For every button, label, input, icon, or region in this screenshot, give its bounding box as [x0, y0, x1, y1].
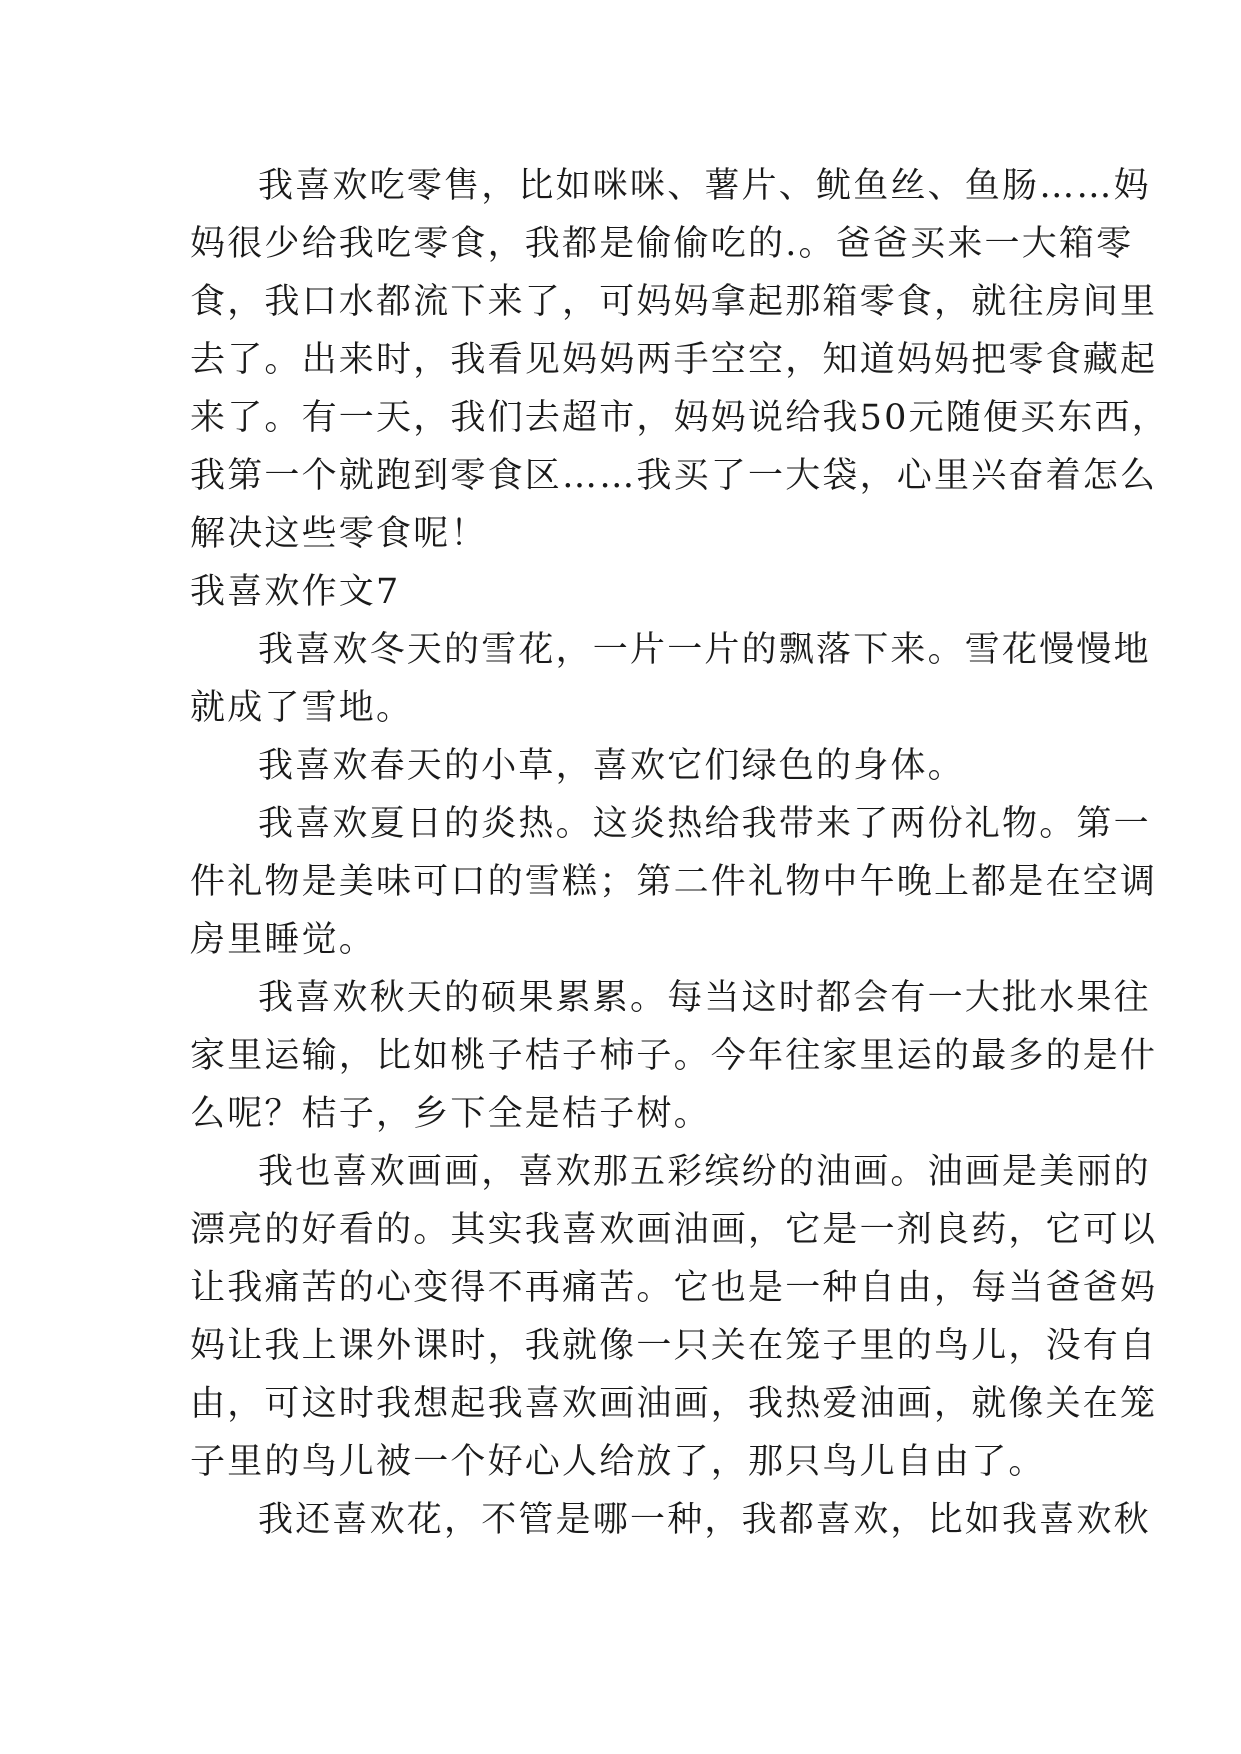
paragraph-line: 来了。有一天，我们去超市，妈妈说给我50元随便买东西， [190, 398, 1169, 438]
paragraph-line: 由，可这时我想起我喜欢画油画，我热爱油画，就像关在笼 [190, 1384, 1158, 1424]
paragraph-line: 我喜欢吃零售，比如咪咪、薯片、鱿鱼丝、鱼肠……妈 [258, 166, 1151, 206]
paragraph-line: 我还喜欢花，不管是哪一种，我都喜欢，比如我喜欢秋 [258, 1500, 1151, 1540]
paragraph-line: 去了。出来时，我看见妈妈两手空空，知道妈妈把零食藏起 [190, 340, 1158, 380]
paragraph-line: 漂亮的好看的。其实我喜欢画油画，它是一剂良药，它可以 [190, 1210, 1158, 1250]
paragraph-line: 房里睡觉。 [190, 920, 377, 960]
paragraph-line: 我喜欢夏日的炎热。这炎热给我带来了两份礼物。第一 [258, 804, 1151, 844]
paragraph-line: 么呢？桔子，乡下全是桔子树。 [190, 1094, 711, 1134]
paragraph-line: 我喜欢冬天的雪花，一片一片的飘落下来。雪花慢慢地 [258, 630, 1151, 670]
paragraph-line: 家里运输，比如桃子桔子柿子。今年往家里运的最多的是什 [190, 1036, 1158, 1076]
paragraph-line: 让我痛苦的心变得不再痛苦。它也是一种自由，每当爸爸妈 [190, 1268, 1158, 1308]
paragraph-line: 解决这些零食呢！ [190, 514, 488, 554]
paragraph-line: 我喜欢春天的小草，喜欢它们绿色的身体。 [258, 746, 965, 786]
paragraph-line: 妈很少给我吃零食，我都是偷偷吃的.。爸爸买来一大箱零 [190, 224, 1134, 264]
paragraph-line: 我第一个就跑到零食区……我买了一大袋，心里兴奋着怎么 [190, 456, 1158, 496]
paragraph-line: 我也喜欢画画，喜欢那五彩缤纷的油画。油画是美丽的 [258, 1152, 1151, 1192]
paragraph-line: 食，我口水都流下来了，可妈妈拿起那箱零食，就往房间里 [190, 282, 1158, 322]
paragraph-line: 就成了雪地。 [190, 688, 414, 728]
paragraph-line: 我喜欢秋天的硕果累累。每当这时都会有一大批水果往 [258, 978, 1151, 1018]
paragraph-line: 子里的鸟儿被一个好心人给放了，那只鸟儿自由了。 [190, 1442, 1046, 1482]
paragraph-line: 妈让我上课外课时，我就像一只关在笼子里的鸟儿，没有自 [190, 1326, 1158, 1366]
paragraph-line: 件礼物是美味可口的雪糕；第二件礼物中午晚上都是在空调 [190, 862, 1158, 902]
section-heading: 我喜欢作文7 [190, 572, 401, 612]
